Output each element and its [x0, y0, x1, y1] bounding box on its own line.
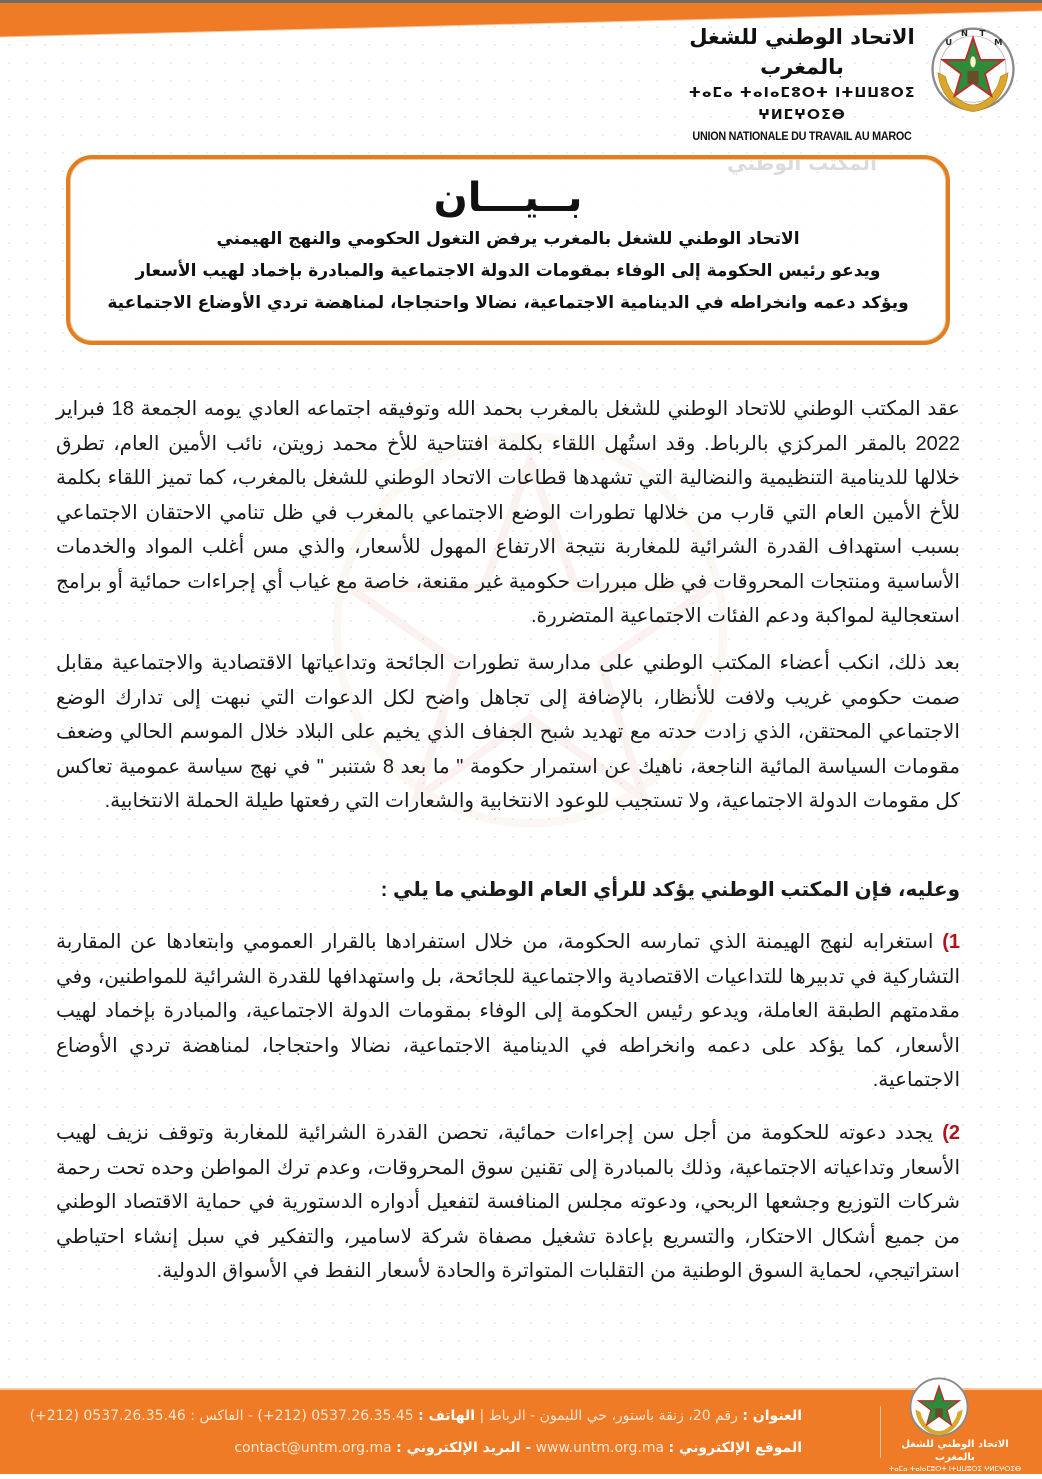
- footer-web-line: [234, 1440, 802, 1456]
- paragraph-meeting-summary: عقد المكتب الوطني للاتحاد الوطني للشغل بالمغرب بحمد الله وتوفيقه اجتماعه العادي يومه الجمعة 18 فبراير 2022 بالمقر المركزي بالرباط. وقد استُهل اللقاء بكلمة افتتاحية للأخ محمد زويتن، نائب الأمين العام، تطرق خلالها للدينامية التنظيمية والنضالية التي تشهدها قطاعات الاتحاد الوطني للشغل بالمغرب، كما تميز اللقاء بكلمة للأخ الأمين العام التي قارب من خلالها تطورات الوضع الاجتماعي بالمغرب في ظل تنامي الاحتقان الاجتماعي بسبب استهداف القدرة الشرائية للمغاربة نتيجة الارتفاع المهول للأسعار، والذي مس أغلب المواد والخدمات الأساسية ومنتجات المحروقات في ظل مبررات حكومية غير مقنعة، خاصة مع غياب أي إجراءات حمائية أو برامج استعجالية لمواكبة ودعم الفئات الاجتماعية المتضررة.: [56, 398, 960, 627]
- footer-org-name: [880, 1438, 1030, 1479]
- resolution-number: 1): [942, 931, 960, 953]
- paragraph-pandemic-discussion: بعد ذلك، انكب أعضاء المكتب الوطني على مدارسة تطورات الجائحة وتداعياتها الاقتصادية والاجتماعية مقابل صمت حكومي غريب ولافت للأنظار، بالإضافة إلى تجاهل واضح لكل الدعوات التي نبهت إلى تدارك الوضع الاجتماعي المحتقن، الذي زادت حدته مع تهديد شبح الجفاف الذي يخيم على البلاد خلال الموسم الحالي وضعف مقومات السياسة المائية الناجعة، ناهيك عن استمرار حكومة " ما بعد 8 شتنبر " في نهج سياسة عمومية تعاكس كل مقومات الدولة الاجتماعية، ولا تستجيب للوعود الانتخابية والشعارات التي رفعتها طيلة الحملة الانتخابية.: [56, 652, 960, 812]
- org-name-arabic: الاتحاد الوطني للشغل بالمغرب: [689, 25, 915, 79]
- resolution-item-2: [56, 1116, 960, 1289]
- resolution-text: يجدد دعوته للحكومة من أجل سن إجراءات حمائية، تحصن القدرة الشرائية للمغاربة وتوقف نزيف لهيب الأسعار وتداعياته الاجتماعية، وذلك بالمبادرة إلى تقنين سوق المحروقات، وعدم ترك المواطن وحده تحت رحمة شركات التوزيع وجشعها الربحي، ودعوته مجلس المنافسة لتفعيل أدواره الدستورية في حماية الاقتصاد الوطني من جميع أشكال الاحتكار، والتسريع بإعادة تشغيل مصفاة شركة لاسامير، والتفكير في سبل إنشاء احتياطي استراتيجي، لحماية السوق الوطنية من التقلبات المتواترة والحادة لأسعار النفط في الأسواق الدولية.: [56, 1122, 960, 1282]
- resolution-item-1: [56, 925, 960, 1098]
- svg-text:U: U: [945, 37, 953, 48]
- untm-logo-icon: [927, 25, 1019, 117]
- svg-text:T: T: [979, 28, 986, 39]
- footer-address-line: العنوان : رقم 20، زنقة باستور، حي الليمون - الرباط | الهاتف : (+212) 0537.26.35.45 - الفاكس : (+212) 0537.26.35.46: [29, 1408, 802, 1424]
- website-label: الموقع الإلكتروني :: [668, 1440, 802, 1456]
- headline-line-2: ويدعو رئيس الحكومة إلى الوفاء بمقومات الدولة الاجتماعية والمبادرة بإخماد لهيب الأسعار: [135, 261, 881, 281]
- svg-text:M: M: [994, 37, 1003, 48]
- footer-untm-logo-icon: [908, 1376, 970, 1438]
- fax-value: (+212) 0537.26.35.46: [29, 1408, 186, 1424]
- footer-org-arabic: الاتحاد الوطني للشغل بالمغرب: [901, 1439, 1009, 1463]
- headline-line-3: ويؤكد دعمه وانخراطه في الدينامية الاجتماعية، نضالا واحتجاجا، لمناهضة تردي الأوضاع الاجتماعية: [107, 293, 909, 313]
- footer-contact-bar: [0, 1388, 1042, 1479]
- email-label: - البريد الإلكتروني :: [396, 1440, 532, 1456]
- phone-label: الهاتف :: [418, 1408, 476, 1424]
- address-value: رقم 20، زنقة باستور، حي الليمون - الرباط: [488, 1408, 738, 1424]
- headline-line-1: الاتحاد الوطني للشغل بالمغرب يرفض التغول الحكومي والنهج الهيمني: [216, 229, 800, 249]
- email-link[interactable]: contact@untm.org.ma: [234, 1440, 392, 1456]
- svg-text:N: N: [961, 28, 968, 39]
- footer-org-tifinagh: ⵜⴰⵎⴰ ⵜⴰⵏⴰⵎⵓⵔⵜ ⵏⵜⵡⵡⵓⵔⵉ ⵖⵍⵎⵖⵔⵉⴱ: [888, 1465, 1022, 1473]
- address-label: العنوان :: [742, 1408, 802, 1424]
- resolution-text: استغرابه لنهج الهيمنة الذي تمارسه الحكومة، من خلال استفرادها بالقرار العمومي وابتعادها عن المقاربة التشاركية في تدبيرها للتداعيات الاقتصادية والاجتماعية للجائحة، بل واستهدافها للقدرة الشرائية للمواطنين، وفي مقدمتهم الطبقة العاملة، ويدعو رئيس الحكومة إلى الوفاء بمقومات الدولة الاجتماعية، والمبادرة بإخماد لهيب الأسعار، كما يؤكد على دعمه وانخراطه في الدينامية الاجتماعية، نضالا واحتجاجا، لمناهضة تردي الأوضاع الاجتماعية.: [56, 931, 960, 1091]
- org-name-tifinagh: ⵜⴰⵎⴰ ⵜⴰⵏⴰⵎⵓⵔⵜ ⵏⵜⵡⵡⵓⵔⵉ ⵖⵍⵎⵖⵔⵉⴱ: [688, 85, 916, 123]
- resolution-number: 2): [942, 1122, 960, 1144]
- footer-org-french: UNION NATIONALE DU TRAVAIL AU MAROC: [891, 1475, 1019, 1479]
- fax-label: - الفاكس :: [190, 1408, 253, 1424]
- phone-value[interactable]: (+212) 0537.26.35.45: [257, 1408, 414, 1424]
- statement-title-box: [66, 155, 950, 345]
- org-name-french: UNION NATIONALE DU TRAVAIL AU MAROC: [692, 129, 912, 143]
- statement-title: بــيـــان: [433, 175, 583, 221]
- website-link[interactable]: www.untm.org.ma: [535, 1440, 665, 1456]
- resolutions-lead-in: وعليه، فإن المكتب الوطني يؤكد للرأي العام الوطني ما يلي :: [380, 879, 960, 901]
